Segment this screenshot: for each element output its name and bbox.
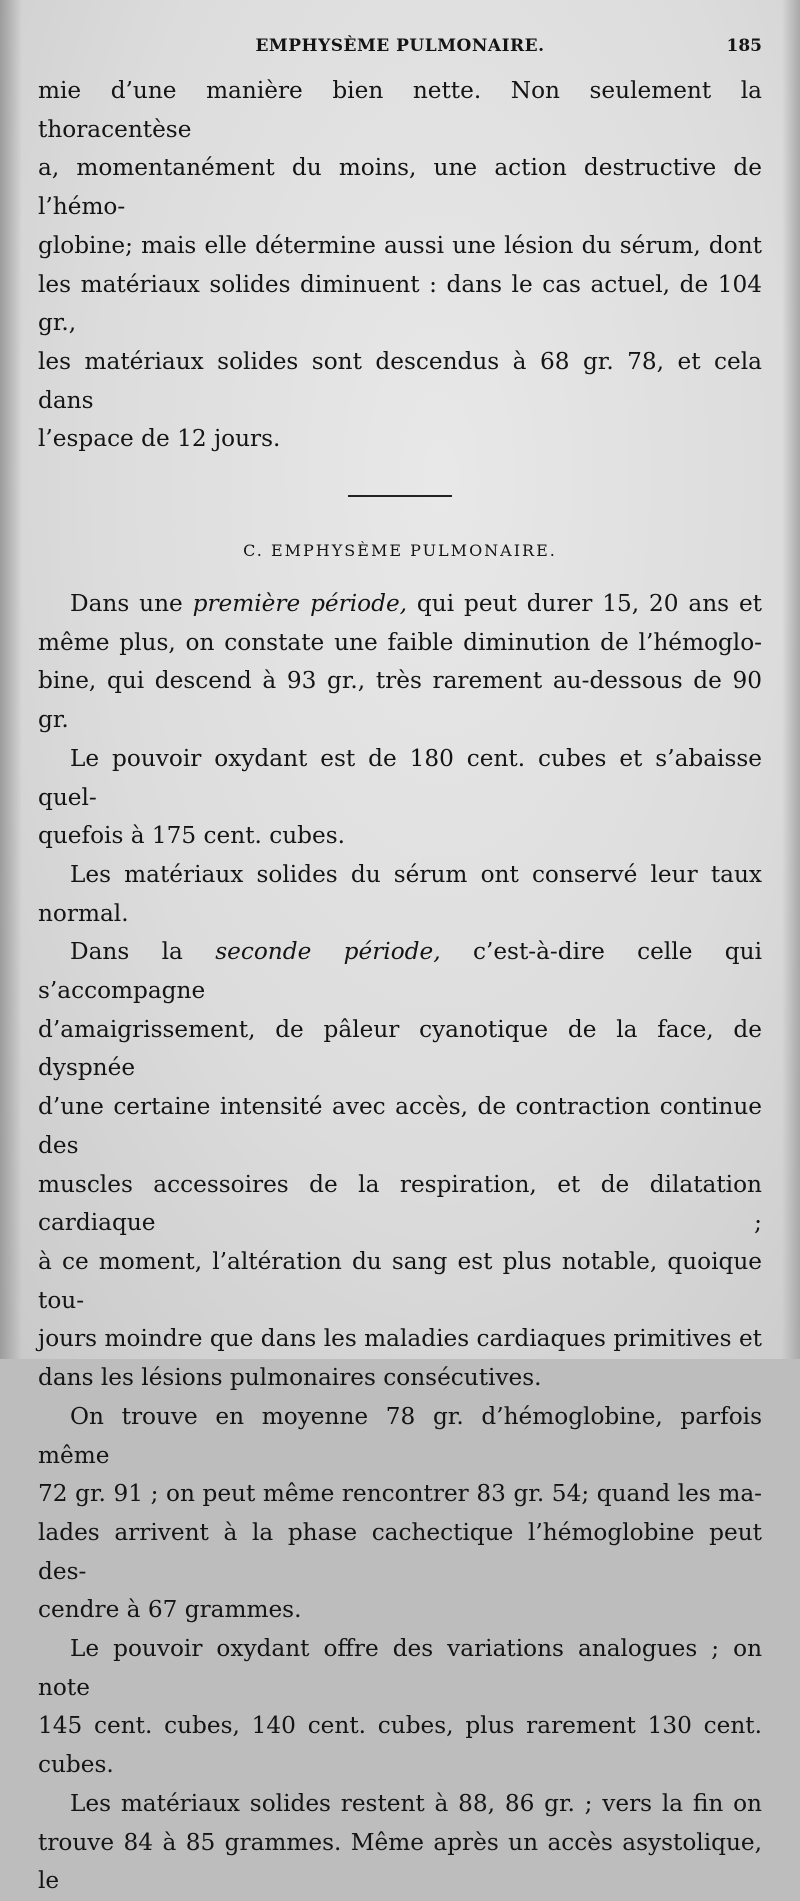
text-line: bine, qui descend à 93 gr., très rarement au-dessous de 90 gr. <box>38 667 762 734</box>
text-run: c’est-à-dire celle qui s’accompagne <box>38 938 762 1005</box>
text-line: même plus, on constate une faible diminution de l’hémoglo- <box>38 628 762 656</box>
text-line: Les matériaux solides restent à 88, 86 gr. ; vers la fin on <box>70 1789 762 1817</box>
text-line: a, momentanément du moins, une action destructive de l’hémo- <box>38 154 762 221</box>
section-title: C. EMPHYSÈME PULMONAIRE. <box>243 541 557 561</box>
text-line: jours moindre que dans les maladies cardiaques primitives et <box>38 1325 762 1353</box>
text-line: d’amaigrissement, de pâleur cyanotique de la face, de dyspnée <box>38 1015 762 1082</box>
page-number: 185 <box>726 36 762 56</box>
text-line: muscles accessoires de la respiration, et de dilatation cardiaque ; <box>38 1170 762 1237</box>
text-line: On trouve en moyenne 78 gr. d’hémoglobine, parfois même <box>38 1402 762 1469</box>
body-text <box>38 72 762 1901</box>
text-line: cendre à 67 grammes. <box>38 1596 302 1624</box>
italic-term: première période, <box>192 590 408 618</box>
text-line: mie d’une manière bien nette. Non seulement la thoracentèse <box>38 77 762 143</box>
text-line: d’une certaine intensité avec accès, de contraction continue des <box>38 1093 762 1159</box>
text-line: 72 gr. 91 ; on peut même rencontrer 83 gr. 54; quand les ma- <box>38 1480 762 1508</box>
page-header <box>38 36 762 64</box>
section-divider <box>348 495 452 497</box>
text-line: Le pouvoir oxydant offre des variations analogues ; on note <box>38 1635 762 1701</box>
text-line: Les matériaux solides du sérum ont conservé leur taux normal. <box>38 860 762 927</box>
text-line <box>38 933 762 1010</box>
text-run: Dans la <box>70 938 216 966</box>
running-head: EMPHYSÈME PULMONAIRE. <box>255 36 545 56</box>
text-line: l’espace de 12 jours. <box>38 425 281 453</box>
text-line: 145 cent. cubes, 140 cent. cubes, plus rarement 130 cent. cubes. <box>38 1712 762 1779</box>
text-run: Dans une <box>70 590 193 618</box>
text-line: Le pouvoir oxydant est de 180 cent. cubes et s’abaisse quel- <box>38 744 762 811</box>
text-line: quefois à 175 cent. cubes. <box>38 822 346 850</box>
page-edge-shadow-left <box>0 0 22 1359</box>
text-line: les matériaux solides sont descendus à 68 gr. 78, et cela dans <box>38 347 762 414</box>
text-run: qui peut durer 15, 20 ans et <box>407 590 762 618</box>
italic-term: seconde période, <box>215 938 441 966</box>
page-edge-shadow-right <box>782 0 800 1359</box>
text-line: à ce moment, l’altération du sang est plus notable, quoique tou- <box>38 1247 762 1314</box>
text-line: trouve 84 à 85 grammes. Même après un accès asystolique, le <box>38 1828 762 1895</box>
text-line <box>38 585 762 624</box>
text-line: globine; mais elle détermine aussi une lésion du sérum, dont <box>38 231 762 259</box>
text-line: les matériaux solides diminuent : dans le cas actuel, de 104 gr., <box>38 270 762 337</box>
text-line: dans les lésions pulmonaires consécutives. <box>38 1364 542 1392</box>
text-line: lades arrivent à la phase cachectique l’hémoglobine peut des- <box>38 1518 762 1585</box>
